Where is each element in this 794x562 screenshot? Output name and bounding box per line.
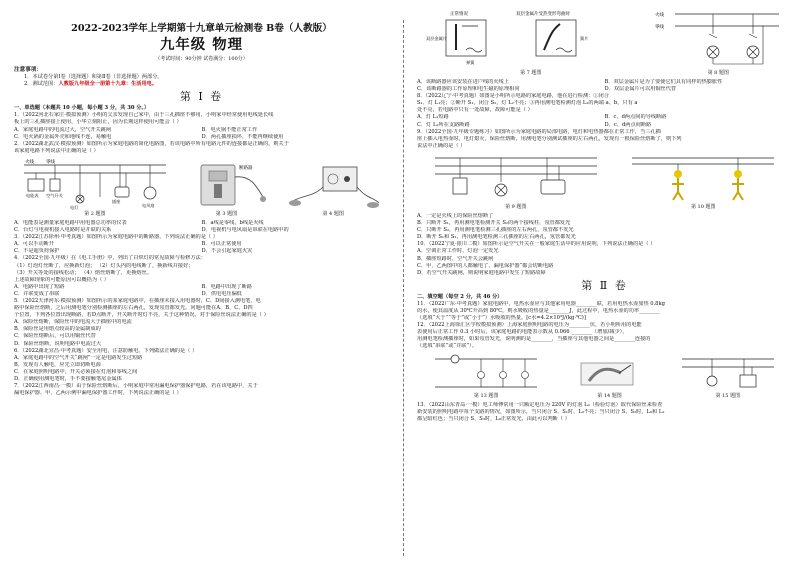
figure-13	[431, 353, 541, 400]
power-supply-icon	[283, 157, 383, 211]
option: B．电火锅不能正常工作	[201, 126, 258, 133]
figure-caption: 第 10 题图	[690, 203, 716, 210]
figure-caption: 第 9 题图	[505, 203, 527, 210]
option: C．该断路器的工作原理和电生磁的原理相同	[417, 86, 520, 93]
socket-label: 插座	[111, 198, 121, 204]
live-wire-label: 火线	[24, 159, 34, 165]
option: A．可以手动断开	[14, 241, 55, 248]
part-one-title: 第 Ⅰ 卷	[179, 90, 224, 104]
question-text: 12．（2022上海徐汇区学校模拟预测）上海家庭照明电路的电压为________伏，若小明所用的电能	[417, 322, 642, 329]
question-text: 5．（2022天津河东·模拟预测）如图所示的某家庭电路中，在插座未接入用电器时，C、D间接入测电笔，电	[14, 297, 261, 304]
exam-title: 2022-2023学年上学期第十九章单元检测卷 B卷（人教版）	[71, 23, 332, 34]
question-text: 8．（2022辽宁·中考真题）如图是小明所示电路的家庭电路，他在进行检测：①闭合	[417, 93, 609, 100]
figure-7	[426, 6, 636, 77]
option: C．甲、乙两图中的人都触电了，漏电保护器“都会切断电路	[417, 262, 554, 269]
question-text: （3）开关等处的接线松动； （4）熔丝熔断了，更换熔丝。	[14, 269, 152, 276]
figure-3	[181, 157, 271, 218]
figure-caption: 第 4 题图	[322, 210, 344, 217]
neutral-wire-label: 零线	[45, 159, 55, 165]
question-text: 9．（2022全国·九年级专题练习）如图所示为家庭电路的局部电路，电灯和电热器都在正常工作，当三孔插	[417, 128, 661, 135]
option: D．双层金属片可以用铜丝代替	[604, 86, 677, 93]
question-text: 表使用后正常工作 0.3 小时后，该家庭电路的电能表示数从 0.066 ________（增加/减少），	[417, 329, 628, 336]
notice-item: 1．本试卷分第Ⅰ卷（选择题）和第Ⅱ卷（非选择题）两部分。	[24, 74, 163, 81]
two-lamp-circuit-icon	[653, 6, 783, 70]
question-text: 3．（2022江苏徐州·中考真题）如图所示为家庭电路中的断路器，下列说法正确的是（ ）	[14, 234, 218, 241]
option: A．灯 L₂短路	[417, 114, 449, 121]
question-text: 的水，使其温度从 30℃升高到 80℃，则水吸收的热量是________J，此过程中，电热水壶的功率________	[417, 307, 660, 314]
question-text: 1．（2022河北石家庄·模拟预测）小明的父亲发现自己家中，由于三孔插座不够用，小明家中经常使用电线延长线	[14, 112, 274, 119]
exam-meta: （考试时间：90分钟 试卷满分：100分）	[155, 56, 248, 62]
option: D．两孔插座损坏，不能再继续使用	[201, 133, 284, 140]
electric-shock-icon	[628, 152, 778, 204]
option: A．保险丝熔断，保险丝中的电流大于插座中的电流	[14, 319, 132, 326]
figure-8	[653, 6, 783, 77]
option: B．发现有人触电，应先立即切断电源	[14, 361, 101, 368]
light-label: 电灯	[69, 204, 79, 210]
option: B．只断开 S₁，再用测电笔检测开关 S₂的两个接线柱，氖管都发光	[417, 220, 571, 227]
option: C．并联变成了串联	[14, 290, 60, 297]
option: C．电火锅的金属外壳和地线不连，易触电	[14, 133, 112, 140]
option: C．不是超负荷保护	[14, 248, 60, 255]
bimetal-label: 双层金属片	[425, 36, 447, 41]
figure-9	[431, 152, 601, 211]
question-text: （1）灯泡灯丝断了，应换新灯泡； （2）灯头内的电线断了，换新线并接好；	[14, 262, 194, 269]
question-text: （选填“大于”“等于”或“小于”）水吸收的热量。[c水=4.2×10³J/(kg·℃)]	[417, 315, 586, 322]
notice-heading: 注意事项：	[14, 67, 42, 73]
option: C．灯 L₂所在支路断路	[417, 121, 470, 128]
figure-14	[569, 353, 649, 400]
notice-scope-label: 2．测试范围：	[24, 81, 59, 88]
question-text: 该家庭电路下列说法中正确的是（ ）	[14, 147, 99, 154]
breaker-photo-icon	[181, 157, 271, 211]
question-text: 处不亮，若电路中只有一处故障，故障可能是（ ）	[417, 107, 533, 114]
left-column	[14, 22, 389, 397]
right-column	[417, 4, 792, 423]
option: B．a线是零线，b线是火线	[201, 219, 264, 226]
lamp-socket-circuit-icon	[678, 353, 778, 393]
circuit-diagram-icon	[20, 157, 170, 211]
question-options	[417, 79, 792, 93]
option: D．c、d两点间断路	[604, 121, 652, 128]
option: D．保险丝熔断，说明电路中电流过大	[14, 340, 102, 347]
option: A．电路中出现了短路	[14, 283, 65, 290]
figure-caption: 第 8 题图	[707, 70, 729, 76]
option: C．保险丝熔断后，可以用铜丝代替	[14, 333, 96, 340]
question-text: 13．（2022山东青岛·一模）电工师傅常用一只额定电压为 220V 的灯泡 L₀（检验灯泡）取代保险丝来检查	[417, 401, 663, 408]
neutral-wire-label: 零线	[655, 25, 665, 30]
figure-caption: 第 3 题图	[215, 210, 238, 217]
option: A．家庭电路中的空气开关“跳闸”一定是电路发生过短路	[14, 354, 143, 361]
option: C．在家庭照明电路中，开关必须接在灯泡和零线之间	[14, 368, 138, 375]
figure-row	[417, 152, 792, 211]
breaker-text: 断路器	[239, 165, 253, 171]
question-text: 11．（2022广东·中考真题）家庭电路中，电热水壶应与其他家用电器________联，若用电热水壶加热 0.8kg	[417, 300, 665, 307]
notice-item	[14, 81, 389, 88]
figure-caption: 第 14 题图	[597, 392, 622, 399]
question-text: 用测电笔检测插座时，如果氖管发光，说明测的是________，当插座与其他电器之间是________连接的	[417, 336, 651, 343]
meter-label: 电能表	[25, 192, 39, 198]
figure-4	[283, 157, 383, 218]
question-text: 板上的三孔插座接上使用，小华立刻阻止，因为长期这样使用可能会（ ）	[14, 119, 182, 126]
question-text: 新安装的照明电路中每个支路的情况，如图所示，当只闭合 S、S₁时，L₀不亮；当只闭合 S、S₂时，L₀和 L₂	[417, 408, 665, 415]
notice-scope: 人教版九年级全一册第十九章：生活用电。	[58, 81, 158, 88]
question-options	[14, 241, 389, 255]
option: C．台灯与电视机接入电路时是并联的关系	[14, 227, 112, 234]
question-text: 个位置，下列各位置出现断路，若D点断开，开关断开时灯不亮，关于这种情况，对于保险丝说法正确的是（ ）	[14, 312, 269, 319]
option: B．插座短路时，空气开关会跳闸	[417, 255, 494, 262]
question-text: 10．（2022宁夏·银川二模）如图所示是空气开关在一般家庭生活中的应用说明，下列说法正确的是（ ）	[417, 241, 656, 248]
subject-title: 九年级 物理	[160, 36, 243, 53]
option: D．不会引起家庭火灾	[201, 248, 253, 255]
option: C．只断开 S₂，再用测电笔检测三孔插座的左右两孔，氖管都不发光	[417, 227, 574, 234]
normal-state-label: 正常情况	[449, 12, 468, 17]
option: D．若空气开关跳闸，则说明家庭电路中发生了短路故障	[417, 269, 546, 276]
question-text: 2．（2022湖北武汉·模拟预测）如图所示为家庭电路的简化电路图，若该电路中所有电路元件的连接都是正确的，则关于	[14, 140, 289, 147]
heated-state-label: 双层金属片受热变形弯曲时	[515, 12, 570, 17]
column-divider	[403, 20, 404, 556]
figure-15	[678, 353, 778, 400]
option: B．双层金属片是为了要使它们具有同样的热膨胀性	[604, 79, 723, 85]
question-text: （选填“串联”或“并联”）。	[417, 343, 477, 350]
option: D．正确使用测电笔时，手不要接触笔尾金属体	[14, 376, 122, 382]
question-text: 路中保险丝熔断，之后用测电笔分别检测插座的左右两孔，发现氖管都发光。问题可能在A、B、C、D四	[14, 305, 253, 312]
question-text: 6．（2022湖北宜昌·中考真题）安全用电，注意防触电。下列做法正确的是（ ）	[14, 347, 198, 354]
option: D．电视机与电风扇是串联在电路中的	[201, 227, 289, 234]
option: A．一定是火线上的保险丝熔断了	[417, 212, 494, 219]
question-text: 上述故障现象的可能原因可以概括为（ ）	[14, 276, 110, 283]
section-two-title: 二、填空题（每空 2 分，共 46 分）	[417, 293, 503, 300]
option: A．家庭电路中的电流过大，空气开关跳闸	[14, 126, 112, 133]
spring-label: 弹簧	[465, 60, 475, 65]
question-text: 7．（2022江西南昌·一模）由于保险丝熔断后，小明家庭中常用漏电保护器保护电路，若在该电路中，关于	[14, 383, 258, 390]
option: D．断开 S₁和 S₂，再用测电笔检测三孔插座的左右两孔，氖管都发光	[417, 234, 576, 241]
part-two-title: 第 Ⅱ 卷	[581, 278, 628, 292]
question-options	[14, 220, 389, 234]
question-options	[14, 284, 389, 298]
question-text: 座上插入电热壶时，电灯熄灭，保险丝熔断，用测电笔分别测试插座的左右两孔，发现有一根保险丝熔断了，则下列	[417, 135, 682, 142]
option: D．供电电压偏低	[201, 290, 242, 297]
option: A．电能表是测量家庭电路中用电器总功率的仪表	[14, 219, 127, 226]
question-text: S₁、灯 L₁亮；②断开 S₁，闭合 S₂，灯 L₂不亮；③再用测电笔检测灯泡 L₂的两端 a、b，只有 a	[417, 100, 638, 107]
fan-label: 电风扇	[141, 202, 155, 208]
live-wire-label: 火线	[655, 13, 665, 18]
question-text: 说法中正确的是（ ）	[417, 142, 466, 149]
breaker-label: 空气开关	[45, 192, 63, 198]
option: A．空调正常工作时，灯泡一定发光	[417, 248, 499, 255]
question-options	[14, 127, 389, 141]
hand-tester-icon	[569, 353, 649, 393]
test-lamp-circuit-icon	[431, 353, 541, 393]
question-text: 漏电保护器、甲、乙两示例中漏电保护器工作时，下列说法正确的是（ ）	[14, 390, 182, 397]
figure-caption: 第 15 题图	[715, 392, 741, 399]
section-one-title: 一、单选题（本题共 10 小题，每小题 3 分，共 30 分。）	[14, 105, 150, 112]
figure-caption: 第 2 题图	[84, 210, 106, 217]
option: A．该断路器应该安装在进户线的火线上	[417, 79, 509, 85]
question-text: 4．（2022全国·九年级）在《电工手册》中，列出了白炽灯的常见故障与检修方法：	[14, 255, 206, 262]
bimetal-breaker-icon	[426, 6, 636, 70]
option: B．c、d两点间的导线断路	[604, 114, 667, 121]
figure-row	[14, 157, 389, 218]
figure-caption: 第 7 题图	[520, 70, 542, 76]
figure-10	[628, 152, 778, 211]
reed-label: 簧片	[579, 36, 589, 41]
figure-row	[417, 6, 792, 77]
question-options	[417, 114, 792, 128]
socket-circuit-icon	[431, 152, 601, 204]
option: B．电路中出现了断路	[201, 283, 252, 290]
option: B．可以正常使用	[201, 241, 242, 248]
option: B．保险丝是用熔点较高的金属制成的	[14, 326, 101, 333]
figure-2	[20, 157, 170, 218]
figure-row	[417, 353, 792, 400]
question-text: 都呈暗红色；当只闭合 S、S₃时，L₀正常发光，由此可以判断（ ）	[417, 415, 570, 422]
figure-caption: 第 13 题图	[473, 392, 499, 399]
